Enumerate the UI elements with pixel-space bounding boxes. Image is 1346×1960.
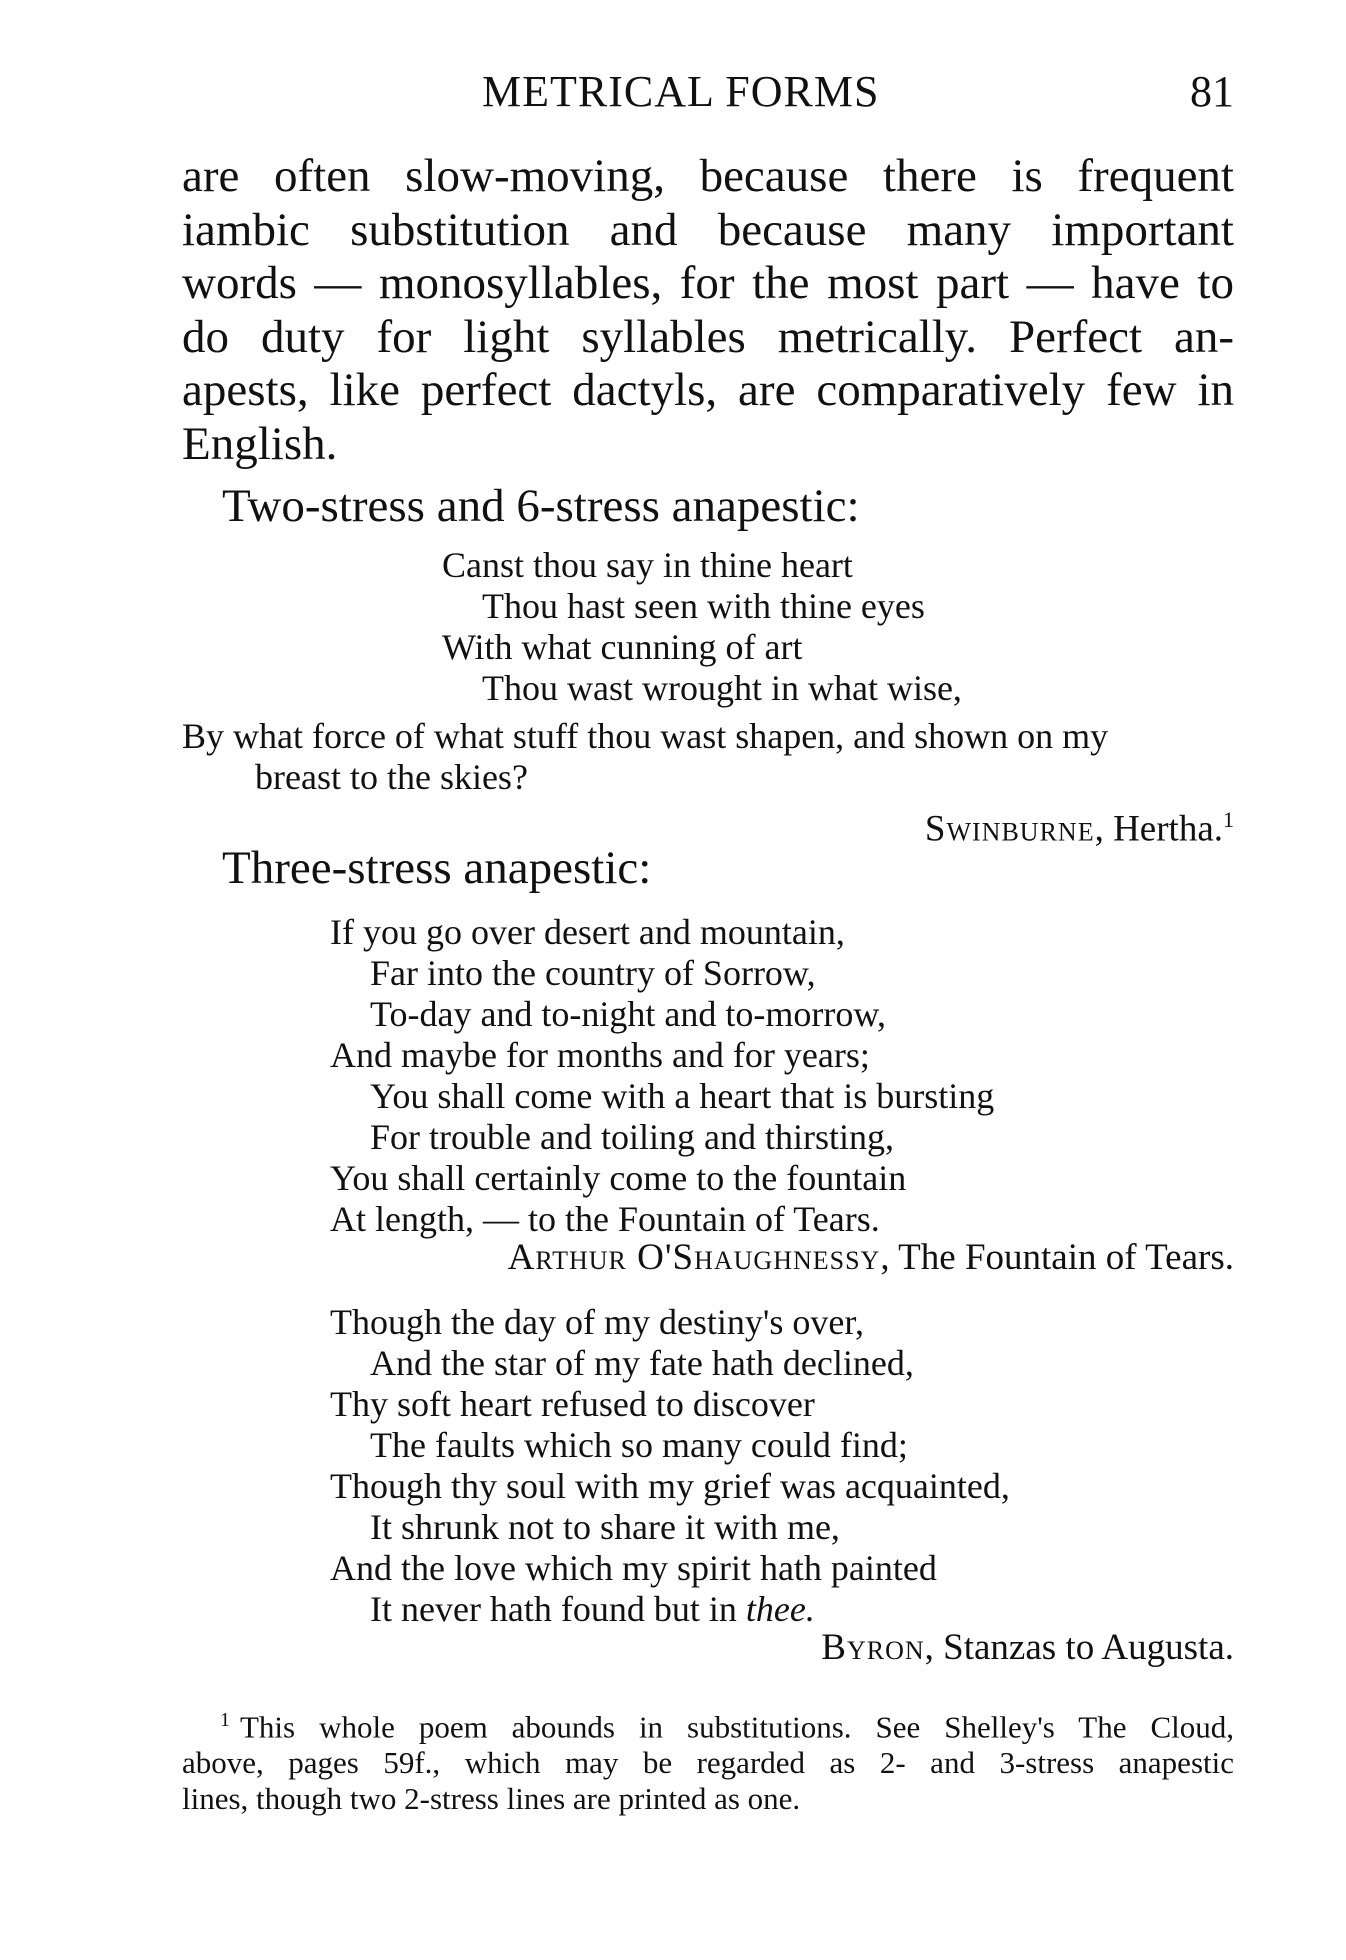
body-line: English. <box>182 417 338 470</box>
italic-word: thee. <box>745 1589 815 1629</box>
verse-line: The faults which so many could find; <box>370 1425 908 1465</box>
footnote-reference: 1 <box>1223 807 1234 832</box>
work-title: , Hertha. <box>1094 808 1223 850</box>
running-head <box>0 62 1346 122</box>
attribution-oshaughnessy <box>508 1236 1234 1280</box>
verse-line: Thou wast wrought in what wise, <box>482 668 962 708</box>
verse-line: At length, — to the Fountain of Tears. <box>330 1199 880 1239</box>
verse-line: breast to the skies? <box>255 757 528 797</box>
body-line: words — monosyllables, for the most part — have to <box>182 257 1234 310</box>
verse-line <box>330 1589 1010 1630</box>
verse-stanzas-to-augusta <box>330 1302 1010 1630</box>
footnote-line: lines, though two 2-stress lines are printed as one. <box>182 1781 801 1817</box>
work-title: , Stanzas to Augusta. <box>924 1627 1234 1668</box>
author-name: Arthur O'Shaughnessy <box>507 1237 881 1278</box>
running-title: METRICAL FORMS <box>482 67 880 116</box>
footnote-text: This whole poem abounds in substitutions. See Shelley's The Cloud, <box>240 1709 1234 1745</box>
verse-line: Far into the country of Sorrow, <box>370 953 816 993</box>
verse-line: Canst thou say in thine heart <box>442 545 853 585</box>
work-title: , The Fountain of Tears. <box>880 1237 1234 1278</box>
body-line: iambic substitution and because many important <box>182 203 1234 256</box>
verse-line: Though thy soul with my grief was acquainted, <box>330 1466 1010 1506</box>
verse-hertha-long-line <box>182 716 1108 798</box>
verse-fountain-of-tears <box>330 912 994 1240</box>
verse-line: Thy soft heart refused to discover <box>330 1384 815 1424</box>
footnote-line <box>182 1702 1234 1745</box>
verse-line: With what cunning of art <box>442 627 803 667</box>
attribution-byron <box>821 1626 1234 1670</box>
verse-line-text: It never hath found but in <box>370 1589 737 1629</box>
verse-line: For trouble and toiling and thirsting, <box>370 1117 894 1157</box>
verse-hertha <box>442 545 962 709</box>
verse-line: If you go over desert and mountain, <box>330 912 845 952</box>
footnote-marker: 1 <box>220 1709 230 1731</box>
verse-line: You shall come with a heart that is bursting <box>370 1076 995 1116</box>
body-line: do duty for light syllables metrically. Perfect an- <box>182 310 1234 363</box>
verse-line: To-day and to-night and to-morrow, <box>370 994 887 1034</box>
verse-line: And maybe for months and for years; <box>330 1035 870 1075</box>
author-name: Swinburne <box>924 808 1095 850</box>
attribution-swinburne <box>925 798 1234 851</box>
section-heading-three-stress: Three-stress anapestic: <box>222 842 652 894</box>
author-name: Byron <box>821 1627 925 1668</box>
body-line: apests, like perfect dactyls, are comparatively few in <box>182 364 1234 417</box>
verse-line: By what force of what stuff thou wast shapen, and shown on my <box>182 716 1109 756</box>
section-heading-two-six-stress: Two-stress and 6-stress anapestic: <box>222 480 860 532</box>
footnote <box>182 1702 1234 1817</box>
body-paragraph <box>182 150 1234 472</box>
verse-line: Though the day of my destiny's over, <box>330 1302 864 1342</box>
verse-line: You shall certainly come to the fountain <box>330 1158 907 1198</box>
verse-line: It shrunk not to share it with me, <box>370 1507 840 1547</box>
verse-line: And the star of my fate hath declined, <box>370 1343 914 1383</box>
verse-line: And the love which my spirit hath painted <box>330 1548 937 1588</box>
verse-line: Thou hast seen with thine eyes <box>482 586 925 626</box>
footnote-line: above, pages 59f., which may be regarded as 2- and 3-stress anapestic <box>182 1745 1234 1781</box>
body-line: are often slow-moving, because there is frequent <box>182 150 1234 202</box>
page-number: 81 <box>1190 67 1234 116</box>
